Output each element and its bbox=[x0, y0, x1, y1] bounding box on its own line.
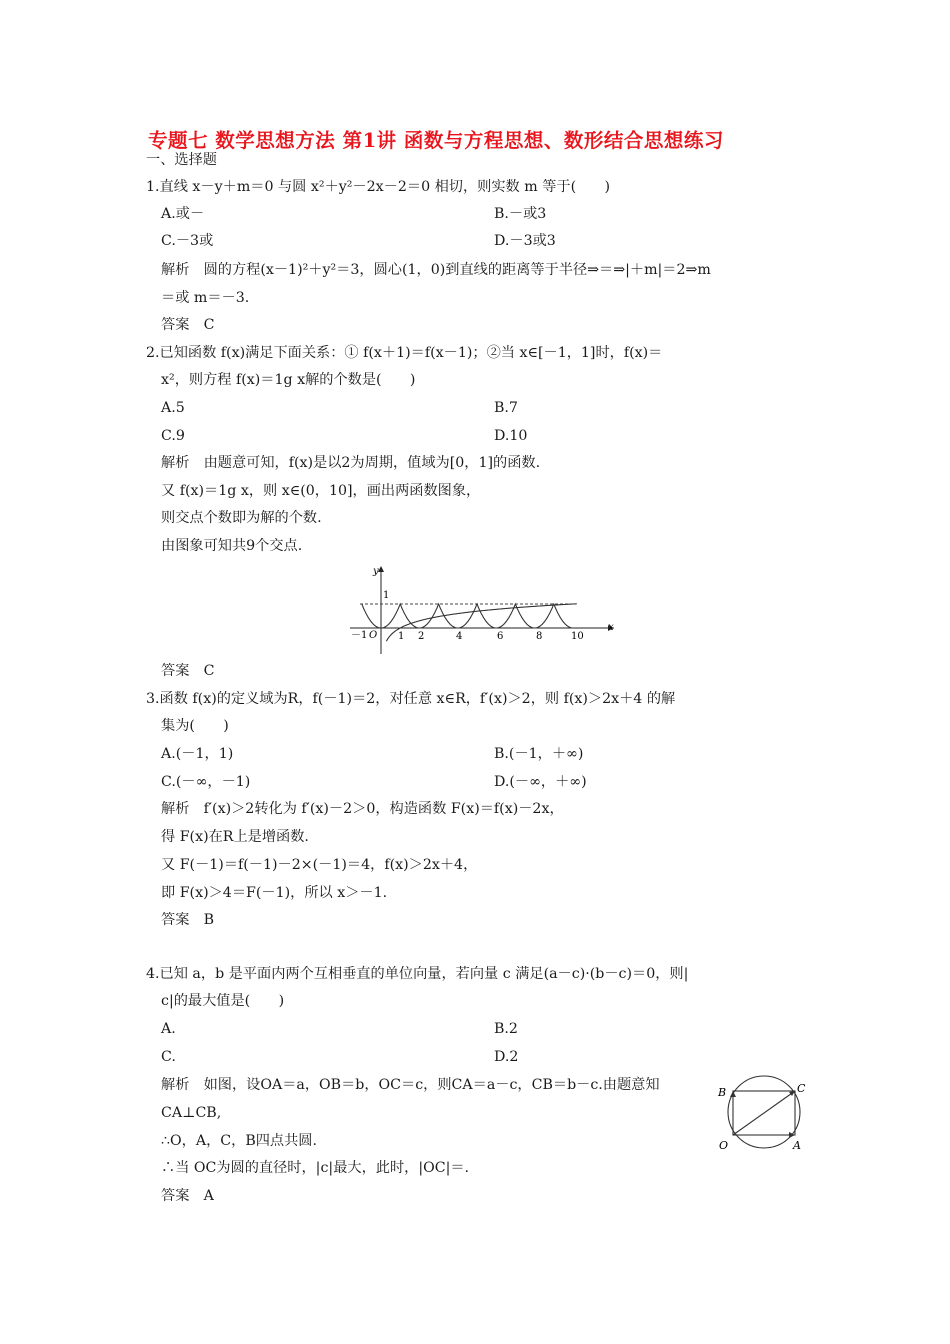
q1-solution-line: 解析 圆的方程(x－1)²＋y²＝3，圆心(1，0)到直线的距离等于半径⇒＝⇒|＋m|＝2⇒m bbox=[161, 262, 711, 278]
document-title: 专题七 数学思想方法 第1讲 函数与方程思想、数形结合思想练习 bbox=[148, 129, 724, 152]
q1-option-d: D.－3或3 bbox=[494, 233, 556, 249]
section-heading: 一、选择题 bbox=[146, 152, 217, 168]
point-b-label: B bbox=[718, 1086, 727, 1099]
q3-option-d: D.(－∞，＋∞) bbox=[494, 774, 587, 790]
q2-stem-cont: x²，则方程 f(x)＝1g x解的个数是( ) bbox=[161, 372, 416, 388]
graph-tick-label: 6 bbox=[497, 631, 504, 642]
q3-option-b: B.(－1，＋∞) bbox=[494, 746, 584, 762]
graph-neg1-label: －1 bbox=[351, 630, 368, 641]
graph-y-label: y bbox=[373, 566, 379, 577]
q1-option-c: C.－3或 bbox=[161, 233, 214, 249]
q3-stem: 3.函数 f(x)的定义域为R，f(－1)＝2，对任意 x∈R，f′(x)＞2，则 f(x)＞2x＋4 的解 bbox=[146, 691, 676, 707]
q4-stem: 4.已知 a，b 是平面内两个互相垂直的单位向量，若向量 c 满足(a－c)·(b－c)＝0，则| bbox=[146, 966, 689, 982]
q4-solution-line: ∴O，A，C，B四点共圆. bbox=[161, 1133, 318, 1149]
graph-one-label: 1 bbox=[383, 590, 390, 601]
q3-option-a: A.(－1，1) bbox=[161, 746, 234, 762]
graph-tick-label: 2 bbox=[418, 631, 425, 642]
q4-option-c: C. bbox=[161, 1049, 176, 1065]
q2-function-graph bbox=[346, 562, 618, 658]
graph-tick-label: 1 bbox=[398, 631, 405, 642]
point-c-label: C bbox=[797, 1082, 806, 1095]
point-a-label: A bbox=[793, 1139, 801, 1152]
q1-stem: 1.直线 x－y＋m＝0 与圆 x²＋y²－2x－2＝0 相切，则实数 m 等于( ) bbox=[146, 179, 611, 195]
q3-solution-line: 即 F(x)＞4＝F(－1)，所以 x＞－1. bbox=[161, 885, 388, 901]
graph-tick-label: 4 bbox=[456, 631, 463, 642]
q3-solution-line: 得 F(x)在R上是增函数. bbox=[161, 829, 309, 845]
q3-solution-line: 又 F(－1)＝f(－1)－2×(－1)＝4，f(x)＞2x＋4， bbox=[161, 857, 478, 873]
q4-solution-line: 解析 如图，设OA＝a，OB＝b，OC＝c，则CA＝a－c，CB＝b－c.由题意知 bbox=[161, 1077, 660, 1093]
q2-answer: 答案 C bbox=[161, 663, 215, 679]
q2-option-c: C.9 bbox=[161, 428, 185, 444]
graph-tick-label: 10 bbox=[571, 631, 584, 642]
graph-tick-label: 8 bbox=[536, 631, 543, 642]
q4-option-b: B.2 bbox=[494, 1021, 518, 1037]
q1-solution-line: ＝或 m＝－3. bbox=[161, 290, 250, 306]
q1-answer: 答案 C bbox=[161, 317, 215, 333]
graph-origin-label: O bbox=[369, 630, 378, 641]
point-o-label: O bbox=[719, 1139, 729, 1152]
graph-x-label: x bbox=[608, 622, 614, 633]
q2-solution-line: 由图象可知共9个交点. bbox=[161, 538, 303, 554]
q1-option-b: B.－或3 bbox=[494, 206, 547, 222]
q4-answer: 答案 A bbox=[161, 1188, 214, 1204]
q3-option-c: C.(－∞，－1) bbox=[161, 774, 251, 790]
q2-option-d: D.10 bbox=[494, 428, 528, 444]
q4-solution-line: CA⊥CB, bbox=[161, 1105, 222, 1121]
q3-solution-line: 解析 f′(x)＞2转化为 f′(x)－2＞0，构造函数 F(x)＝f(x)－2x， bbox=[161, 801, 564, 817]
q2-option-b: B.7 bbox=[494, 400, 518, 416]
q3-stem-cont: 集为( ) bbox=[161, 718, 229, 734]
q4-option-a: A. bbox=[161, 1021, 176, 1037]
q2-solution-line: 又 f(x)＝1g x，则 x∈(0，10]，画出两函数图象， bbox=[161, 483, 481, 499]
q2-solution-line: 解析 由题意可知，f(x)是以2为周期，值域为[0，1]的函数. bbox=[161, 455, 541, 471]
q2-solution-line: 则交点个数即为解的个数. bbox=[161, 510, 322, 526]
q3-answer: 答案 B bbox=[161, 912, 214, 928]
q4-option-d: D.2 bbox=[494, 1049, 519, 1065]
q2-option-a: A.5 bbox=[161, 400, 185, 416]
q4-solution-line: ∴当 OC为圆的直径时，|c|最大，此时，|OC|＝. bbox=[161, 1160, 470, 1176]
q4-circle-figure bbox=[713, 1072, 809, 1156]
q1-option-a: A.或－ bbox=[161, 206, 205, 222]
q2-stem: 2.已知函数 f(x)满足下面关系：① f(x＋1)＝f(x－1)；②当 x∈[－1，1]时，f(x)＝ bbox=[146, 345, 663, 361]
q4-stem-cont: c|的最大值是( ) bbox=[161, 993, 285, 1009]
